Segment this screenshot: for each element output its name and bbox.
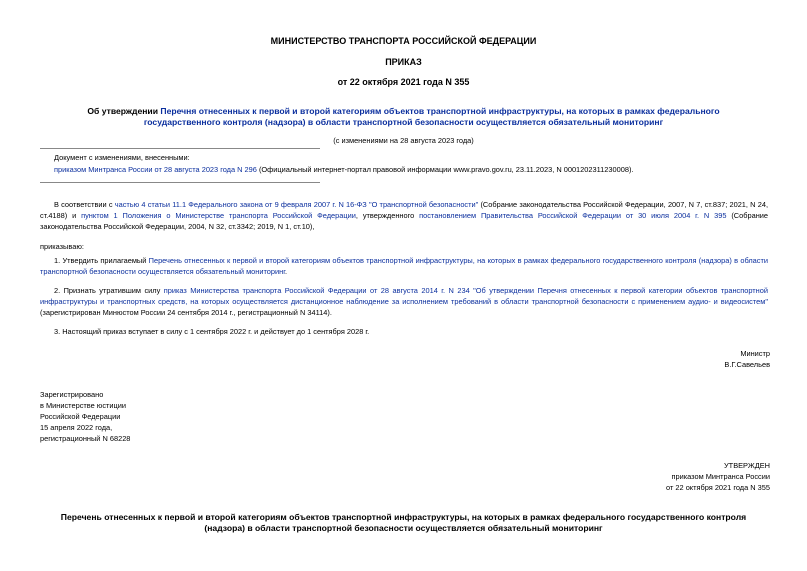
registration-block bbox=[40, 389, 130, 444]
preamble-paragraph bbox=[40, 199, 768, 232]
regulation-link[interactable]: пунктом 1 Положения о Министерстве транспорта Российской Федерации bbox=[81, 211, 356, 220]
preamble-text-3: , утвержденного bbox=[355, 211, 420, 220]
registration-line: Российской Федерации bbox=[40, 412, 121, 421]
title-prefix: Об утверждении bbox=[87, 106, 161, 116]
item-1-text: 1. Утвердить прилагаемый bbox=[54, 256, 149, 265]
item-2-link[interactable]: приказ Министерства транспорта Российской Федерации от 28 августа 2014 г. N 234 "Об утверждении Перечня отнесенных к первой категории объектов транспортной инфраструктуры и транспортных средств, на которых осуществляется дистанционное наблюдение за исполнением требований в области транспортной безопасности с применением аудио- и видеосистем" bbox=[40, 286, 768, 306]
law-link[interactable]: частью 4 статьи 11.1 Федерального закона от 9 февраля 2007 г. N 16-ФЗ "О транспортной безопасности" bbox=[114, 200, 479, 209]
signature-name: В.Г.Савельев bbox=[724, 360, 770, 369]
doc-type-heading: ПРИКАЗ bbox=[385, 57, 422, 67]
approved-line-1: приказом Минтранса России bbox=[671, 472, 770, 481]
amend-link[interactable]: приказом Минтранса России от 28 августа 2023 года N 296 bbox=[54, 165, 257, 174]
item-1-end: . bbox=[285, 267, 288, 276]
preamble-text-2: (Собрание законодательства Российской Федерации, 2007, N 7, ст.837; 2021, N 24, ст.4188) и bbox=[40, 200, 768, 220]
divider-bottom bbox=[40, 182, 320, 183]
registration-line: Зарегистрировано bbox=[40, 390, 104, 399]
changes-note: (с изменениями на 28 августа 2023 года) bbox=[333, 136, 474, 145]
list-title-line-1: Перечень отнесенных к первой и второй категориям объектов транспортной инфраструктуры, на которых в рамках федерального государственного контроля bbox=[60, 512, 747, 522]
document-title bbox=[0, 106, 807, 128]
amend-rest: (Официальный интернет-портал правовой информации www.pravo.gov.ru, 23.11.2023, N 0001202311230008). bbox=[256, 165, 634, 174]
amend-label: Документ с изменениями, внесенными: bbox=[54, 153, 190, 162]
item-1-link[interactable]: Перечень отнесенных к первой и второй категориям объектов транспортной инфраструктуры, на которых в рамках федерального государственного контроля (надзора) в области транспортной безопасности осуществляется обязательный мониторинг bbox=[40, 256, 768, 276]
signature-role: Министр bbox=[740, 349, 770, 358]
approved-label: УТВЕРЖДЕН bbox=[723, 461, 770, 470]
doc-date-number: от 22 октября 2021 года N 355 bbox=[337, 77, 470, 87]
registration-line: 15 апреля 2022 года, bbox=[40, 423, 113, 432]
item-1-paragraph bbox=[40, 255, 768, 277]
title-link-line2[interactable]: государственного контроля (надзора) в области транспортной безопасности осуществляется обязательный мониторинг bbox=[143, 117, 664, 127]
item-2-end: (зарегистрирован Минюстом России 24 сентября 2014 г., регистрационный N 34114). bbox=[40, 308, 332, 317]
registration-line: регистрационный N 68228 bbox=[40, 434, 131, 443]
registration-line: в Министерстве юстиции bbox=[40, 401, 127, 410]
resolution-link[interactable]: постановлением Правительства Российской Федерации от 30 июля 2004 г. N 395 bbox=[419, 211, 727, 220]
item-2-text: 2. Признать утратившим силу bbox=[54, 286, 164, 295]
list-title-line-2: (надзора) в области транспортной безопасности осуществляется обязательный мониторинг bbox=[204, 523, 603, 533]
signature-block bbox=[724, 348, 770, 370]
title-link[interactable]: Перечня отнесенных к первой и второй категориям объектов транспортной инфраструктуры, на которых в рамках федерального bbox=[160, 106, 720, 116]
amend-box bbox=[54, 152, 774, 175]
divider-top bbox=[40, 148, 320, 149]
list-title bbox=[0, 512, 807, 534]
approved-line-2: от 22 октября 2021 года N 355 bbox=[666, 483, 770, 492]
preamble-text-1: В соответствии с bbox=[54, 200, 115, 209]
ministry-heading: МИНИСТЕРСТВО ТРАНСПОРТА РОССИЙСКОЙ ФЕДЕРАЦИИ bbox=[270, 36, 537, 46]
order-word: приказываю: bbox=[40, 242, 84, 251]
preamble-text-4: (Собрание законодательства Российской Федерации, 2004, N 32, ст.3342; 2019, N 1, ст.10), bbox=[40, 211, 769, 231]
item-3-paragraph: 3. Настоящий приказ вступает в силу с 1 сентября 2022 г. и действует до 1 сентября 2028 г. bbox=[54, 327, 370, 336]
item-2-paragraph bbox=[40, 285, 768, 318]
approved-block bbox=[666, 460, 770, 493]
